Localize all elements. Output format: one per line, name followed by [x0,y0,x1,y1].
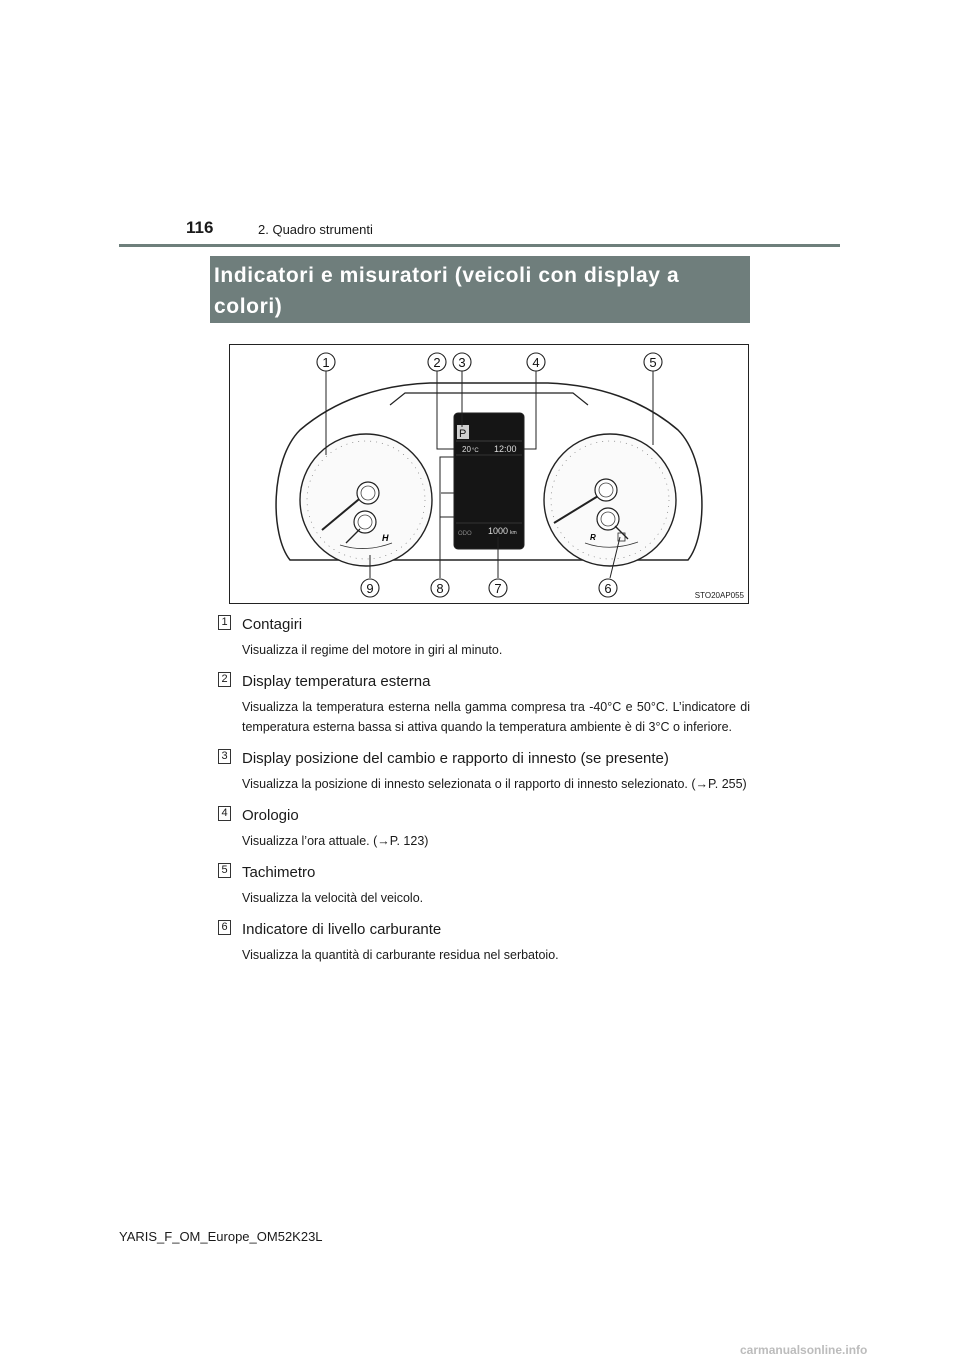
item-title: Tachimetro [242,864,316,881]
svg-text:3: 3 [458,355,466,370]
callout-5 [644,353,662,371]
item-description: Visualizza il regime del motore in giri al minuto. [242,643,503,657]
item-title: Display posizione del cambio e rapporto di innesto (se presente) [242,750,669,767]
item-number: 3 [218,749,231,764]
item-description: Visualizza la posizione di innesto selezionata o il rapporto di innesto selezionato. (→P. 255) [242,777,747,791]
list-item [218,748,750,794]
shift-position-text: P [459,428,467,440]
instrument-cluster-figure [229,344,749,604]
tachometer-gauge [300,434,432,566]
svg-text:2: 2 [433,355,441,370]
instrument-cluster-illustration [230,345,748,603]
speedometer-gauge [544,434,676,566]
list-item [218,614,750,660]
outside-temperature-text: 20 [462,445,471,454]
list-item [218,671,750,737]
list-item [218,862,750,908]
item-number: 2 [218,672,231,687]
callout-8 [431,579,449,597]
temperature-gauge-mark: H [382,533,389,543]
callout-6 [599,579,617,597]
callout-1 [317,353,335,371]
svg-text:1: 1 [322,355,330,370]
figure-code: STO20AP055 [694,591,744,600]
item-title: Contagiri [242,616,303,633]
odometer-value: 1000 [488,526,509,536]
watermark: carmanualsonline.info [740,1343,868,1357]
page-number: 116 [186,218,214,237]
item-number: 6 [218,920,231,935]
outside-temperature-unit: °C [472,448,479,454]
item-description: Visualizza l’ora attuale. (→P. 123) [242,834,429,848]
item-description: Visualizza la quantità di carburante residua nel serbatoio. [242,948,559,962]
callout-4 [527,353,545,371]
callout-3 [453,353,471,371]
svg-text:7: 7 [494,581,502,596]
item-number: 4 [218,806,231,821]
callout-2 [428,353,446,371]
header-divider [119,244,840,247]
item-number: 1 [218,615,231,630]
callout-7 [489,579,507,597]
document-id: YARIS_F_OM_Europe_OM52K23L [119,1229,323,1244]
svg-text:9: 9 [366,581,374,596]
item-description: Visualizza la temperatura esterna nella gamma compresa tra -40°C e 50°C. L’indicatore di temperatura esterna bassa si attiva quando la temperatura ambiente è di 3°C o inferiore. [242,700,750,734]
item-title: Orologio [242,807,299,824]
odometer-label: ODO [458,531,472,537]
legend-list [218,614,750,976]
svg-text:5: 5 [649,355,657,370]
item-title: Display temperatura esterna [242,673,431,690]
fuel-gauge-mark: R [590,533,596,542]
clock-text: 12:00 [494,444,517,454]
section-title-line2: colori) [214,295,283,318]
odometer-unit: km [510,530,517,536]
chapter-title: 2. Quadro strumenti [258,222,373,237]
section-title-line1: Indicatori e misuratori (veicoli con display a [214,264,680,287]
item-number: 5 [218,863,231,878]
item-description: Visualizza la velocità del veicolo. [242,891,424,905]
svg-text:4: 4 [532,355,540,370]
callout-9 [361,579,379,597]
item-title: Indicatore di livello carburante [242,921,442,938]
svg-text:8: 8 [436,581,444,596]
svg-text:6: 6 [604,581,612,596]
section-title-band [210,256,750,323]
list-item [218,919,750,965]
cluster-hood [390,393,588,405]
multi-information-display [454,413,524,549]
list-item [218,805,750,851]
